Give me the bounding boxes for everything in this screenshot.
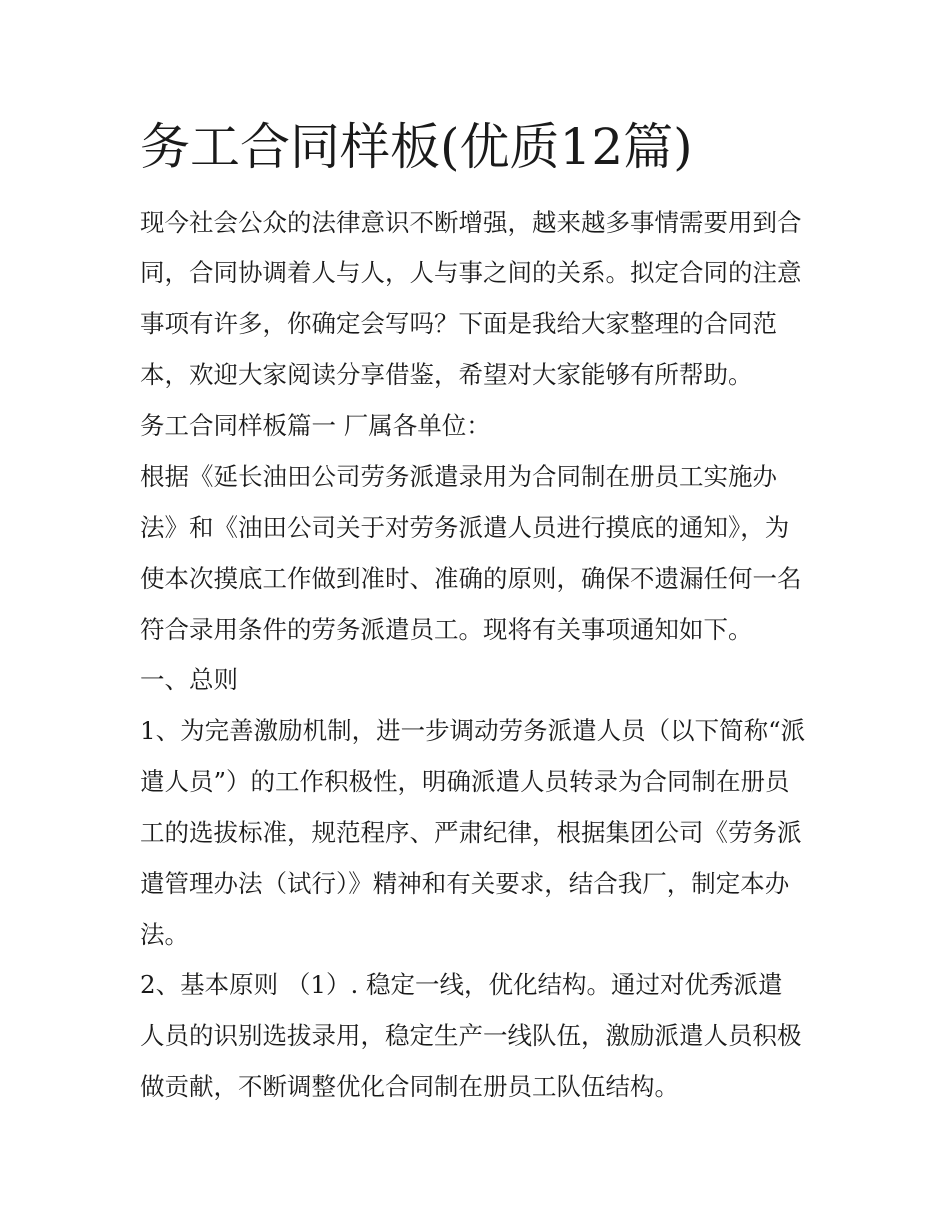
paragraph-line: 1、为完善激励机制，进一步调动劳务派遣人员（以下简称“派 (140, 716, 806, 745)
section-heading: 一、总则 (140, 665, 238, 694)
paragraph-line: 本，欢迎大家阅读分享借鉴，希望对大家能够有所帮助。 (140, 360, 753, 389)
paragraph-line: 人员的识别选拔录用，稳定生产一线队伍，激励派遣人员积极 (140, 1021, 802, 1050)
paragraph-line: 同，合同协调着人与人，人与事之间的关系。拟定合同的注意 (140, 258, 802, 287)
paragraph-line: 符合录用条件的劳务派遣员工。现将有关事项通知如下。 (140, 615, 753, 644)
paragraph-line: 事项有许多，你确定会写吗？下面是我给大家整理的合同范 (140, 309, 777, 338)
paragraph-line: 做贡献，不断调整优化合同制在册员工队伍结构。 (140, 1072, 679, 1101)
paragraph-line: 法。 (140, 920, 189, 949)
paragraph-line: 现今社会公众的法律意识不断增强，越来越多事情需要用到合 (140, 208, 802, 237)
paragraph-line: 遣管理办法（试行）》精神和有关要求，结合我厂，制定本办 (140, 869, 790, 898)
paragraph-line: 2、基本原则 （1）. 稳定一线，优化结构。通过对优秀派遣 (140, 970, 783, 999)
paragraph-line: 法》和《油田公司关于对劳务派遣人员进行摸底的通知》，为 (140, 513, 790, 542)
paragraph-line: 遣人员”）的工作积极性，明确派遣人员转录为合同制在册员 (140, 767, 790, 796)
section-heading: 务工合同样板篇一 厂属各单位： (140, 411, 491, 440)
paragraph-line: 使本次摸底工作做到准时、准确的原则，确保不遗漏任何一名 (140, 564, 802, 593)
document-title: 务工合同样板(优质12篇) (140, 118, 693, 176)
paragraph-line: 工的选拔标准，规范程序、严肃纪律，根据集团公司《劳务派 (140, 818, 802, 847)
paragraph-line: 根据《延长油田公司劳务派遣录用为合同制在册员工实施办 (140, 462, 777, 491)
